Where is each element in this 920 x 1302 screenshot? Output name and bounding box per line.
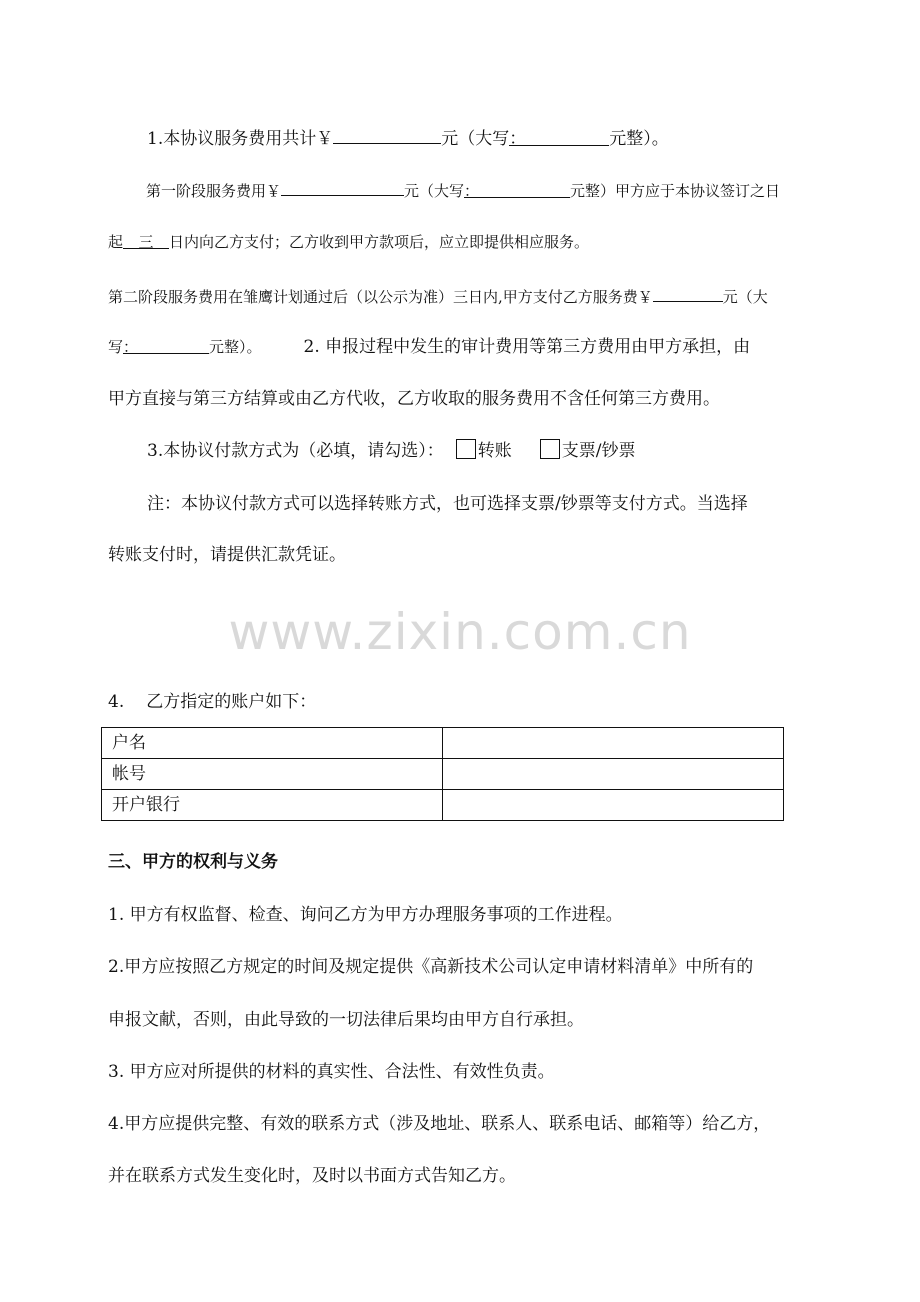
phase2-line-2: 写： 元整）。 2. 申报过程中发生的审计费用等第三方费用由甲方承担，由 — [108, 337, 751, 357]
table-row — [102, 759, 784, 790]
phase1-line-1: 第一阶段服务费用￥ 元（大写： 元整）甲方应于本协议签订之日 — [146, 177, 858, 203]
obligation-3: 3. 甲方应对所提供的材料的真实性、合法性、有效性负责。 — [108, 1062, 555, 1082]
phase1-capital-blank[interactable]: ： — [464, 179, 570, 198]
note-line-1: 注：本协议付款方式可以选择转账方式，也可选择支票/钞票等支付方式。当选择 — [147, 494, 748, 514]
obligation-4-line-1: 4.甲方应提供完整、有效的联系方式（涉及地址、联系人、联系电话、邮箱等）给乙方， — [108, 1114, 771, 1134]
phase1-days: 三 — [123, 230, 169, 249]
bank-label: 开户银行 — [102, 790, 443, 821]
section-3-heading: 三、甲方的权利与义务 — [108, 852, 278, 872]
account-intro-line: 4. 乙方指定的账户如下： — [108, 692, 317, 712]
payment-method-line: 3.本协议付款方式为（必填，请勾选）： 转账 支票/钞票 — [147, 441, 636, 461]
phase1-amount-blank[interactable] — [281, 177, 404, 196]
obligation-1: 1. 甲方有权监督、检查、询问乙方为甲方办理服务事项的工作进程。 — [108, 905, 623, 925]
fee-total-capital-blank[interactable]: ： — [509, 127, 609, 146]
phase2-amount-blank[interactable] — [653, 283, 723, 302]
table-row — [102, 728, 784, 759]
obligation-4-line-2: 并在联系方式发生变化时，及时以书面方式告知乙方。 — [108, 1166, 516, 1186]
account-name-value[interactable] — [443, 728, 784, 759]
phase1-line-2: 起 三 日内向乙方支付；乙方收到甲方款项后，应立即提供相应服务。 — [108, 230, 820, 254]
watermark: www.zixin.com.cn — [228, 603, 692, 661]
bank-value[interactable] — [443, 790, 784, 821]
phase2-line-1: 第二阶段服务费用在雏鹰计划通过后（以公示为准）三日内,甲方支付乙方服务费￥ 元（大 — [108, 283, 820, 309]
note-line-2: 转账支付时，请提供汇款凭证。 — [108, 545, 346, 565]
table-row — [102, 790, 784, 821]
phase2-capital-blank[interactable]: ： — [123, 335, 209, 354]
obligation-2-line-1: 2.甲方应按照乙方规定的时间及规定提供《高新技术公司认定申请材料清单》中所有的 — [108, 957, 754, 977]
obligation-2-line-2: 申报文献，否则，由此导致的一切法律后果均由甲方自行承担。 — [108, 1010, 584, 1030]
phase2-line-3: 甲方直接与第三方结算或由乙方代收，乙方收取的服务费用不含任何第三方费用。 — [108, 389, 720, 409]
fee-total-line: 1.本协议服务费用共计￥ 元（大写： 元整）。 — [147, 125, 859, 151]
account-number-value[interactable] — [443, 759, 784, 790]
transfer-checkbox[interactable] — [456, 439, 476, 459]
account-name-label: 户名 — [102, 728, 443, 759]
fee-total-amount-blank[interactable] — [333, 125, 441, 144]
cheque-label: 支票/钞票 — [561, 441, 636, 461]
account-table — [101, 727, 784, 821]
account-number-label: 帐号 — [102, 759, 443, 790]
transfer-label: 转账 — [477, 441, 512, 461]
cheque-checkbox[interactable] — [540, 439, 560, 459]
fee-total-label: 1.本协议服务费用共计￥ — [147, 129, 334, 149]
